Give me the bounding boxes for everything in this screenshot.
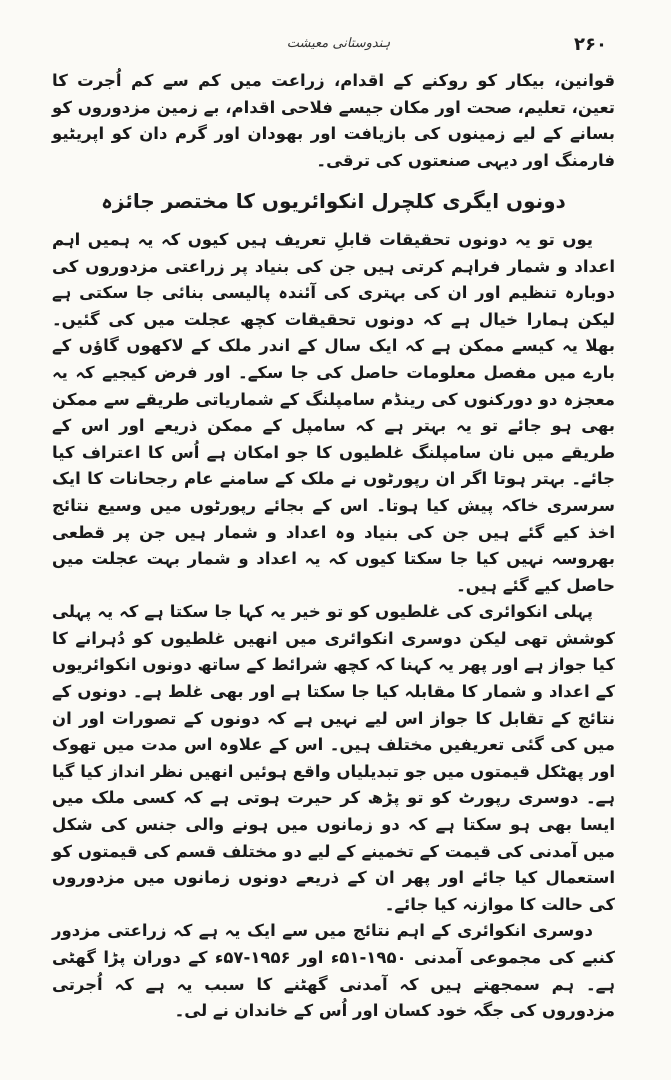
page-number: ۲۶۰ [574,34,607,55]
page-body [52,68,615,1025]
paragraph: یوں تو یہ دونوں تحقیقات قابلِ تعریف ہیں کیوں کہ یہ ہمیں اہم اعداد و شمار فراہم کرتی ہیں جن کی بنیاد پر زراعتی مزدوروں کی دوبارہ تنظیم اور ان کی بہتری کی آئندہ پالیسی بنائی جا سکتی ہے لیکن ہمارا خیال ہے کہ دونوں تحقیقات کچھ عجلت میں کی گئیں۔ بھلا یہ کیسے ممکن ہے کہ ایک سال کے اندر ملک کے لاکھوں گاؤں کے بارے میں مفصل معلومات حاصل کی جا سکے۔ اور فرض کیجیے کہ یہ معجزہ دو دورکنوں کی رینڈم سامپلنگ کے شماریاتی طریقے سے ممکن بھی ہو جائے تو یہ بہتر ہے کہ سامپل کے ممکن ذریعے اور اس کے طریقے میں نان سامپلنگ غلطیوں کا جو امکان ہے اُس کا اعتراف کیا جائے۔ بہتر ہوتا اگر ان رپورٹوں نے ملک کے سامنے عام رجحانات کا ایک سرسری خاکہ پیش کیا ہوتا۔ اس کے بجائے رپورٹوں میں وسیع نتائج اخذ کیے گئے ہیں جن کی بنیاد وہ اعداد و شمار ہیں جن پر قطعی بھروسہ نہیں کیا جا سکتا کیوں کہ یہ اعداد و شمار بہت عجلت میں حاصل کیے گئے ہیں۔ [52,229,615,595]
paragraph: دوسری انکوائری کے اہم نتائج میں سے ایک یہ ہے کہ زراعتی مزدور کنبے کی مجموعی آمدنی ۱۹۵۰-۵۱ء اور ۱۹۵۶-۵۷ء کے دوران پڑا گھٹی ہے۔ ہم سمجھتے ہیں کہ آمدنی گھٹنے کا سبب یہ ہے کہ اُجرتی مزدوروں کی جگہ خود کسان اور اُس کے خاندان نے لی۔ [52,921,615,1021]
section-heading: دونوں ایگری کلچرل انکوائریوں کا مختصر جائزہ [101,189,566,214]
paragraph: پہلی انکوائری کی غلطیوں کو تو خیر یہ کہا جا سکتا ہے کہ یہ پہلی کوشش تھی لیکن دوسری انکوائری میں انھیں غلطیوں کو دُہرانے کا کیا جواز ہے اور پھر یہ کہنا کہ کچھ شرائط کے ساتھ دونوں انکوائریوں کے اعداد و شمار کا مقابلہ کیا جا سکتا ہے اور بھی غلط ہے۔ دونوں کے نتائج کے تقابل کا جواز اس لیے نہیں ہے کہ دونوں کے تصورات اور ان میں کی گئی تعریفیں مختلف ہیں۔ اس کے علاوہ اس مدت میں تھوک اور پھٹکل قیمتوں میں جو تبدیلیاں واقع ہوئیں انھیں نظر انداز کیا گیا ہے۔ دوسری رپورٹ کو تو پڑھ کر حیرت ہوتی ہے کہ کسی ملک میں ایسا بھی ہو سکتا ہے کہ دو زمانوں میں ہونے والی جنس کی شکل میں آمدنی کی قیمت کے تخمینے کے لیے دو مختلف قسم کی قیمتوں کو استعمال کیا جائے اور پھر ان کے ذریعے دونوں زمانوں میں مزدوروں کی حالت کا موازنہ کیا جائے۔ [52,602,615,914]
intro-paragraph: قوانین، بیکار کو روکنے کے اقدام، زراعت میں کم سے کم اُجرت کا تعین، تعلیم، صحت اور مکان جیسے فلاحی اقدام، بے زمین مزدوروں کو بسانے کے لیے زمینوں کی بازیافت اور بھودان اور گرم دان کو اپریٹیو فارمنگ اور دیہی صنعتوں کی ترقی۔ [52,71,615,170]
running-title: ہندوستانی معیشت [286,36,391,51]
page-header [70,34,607,60]
